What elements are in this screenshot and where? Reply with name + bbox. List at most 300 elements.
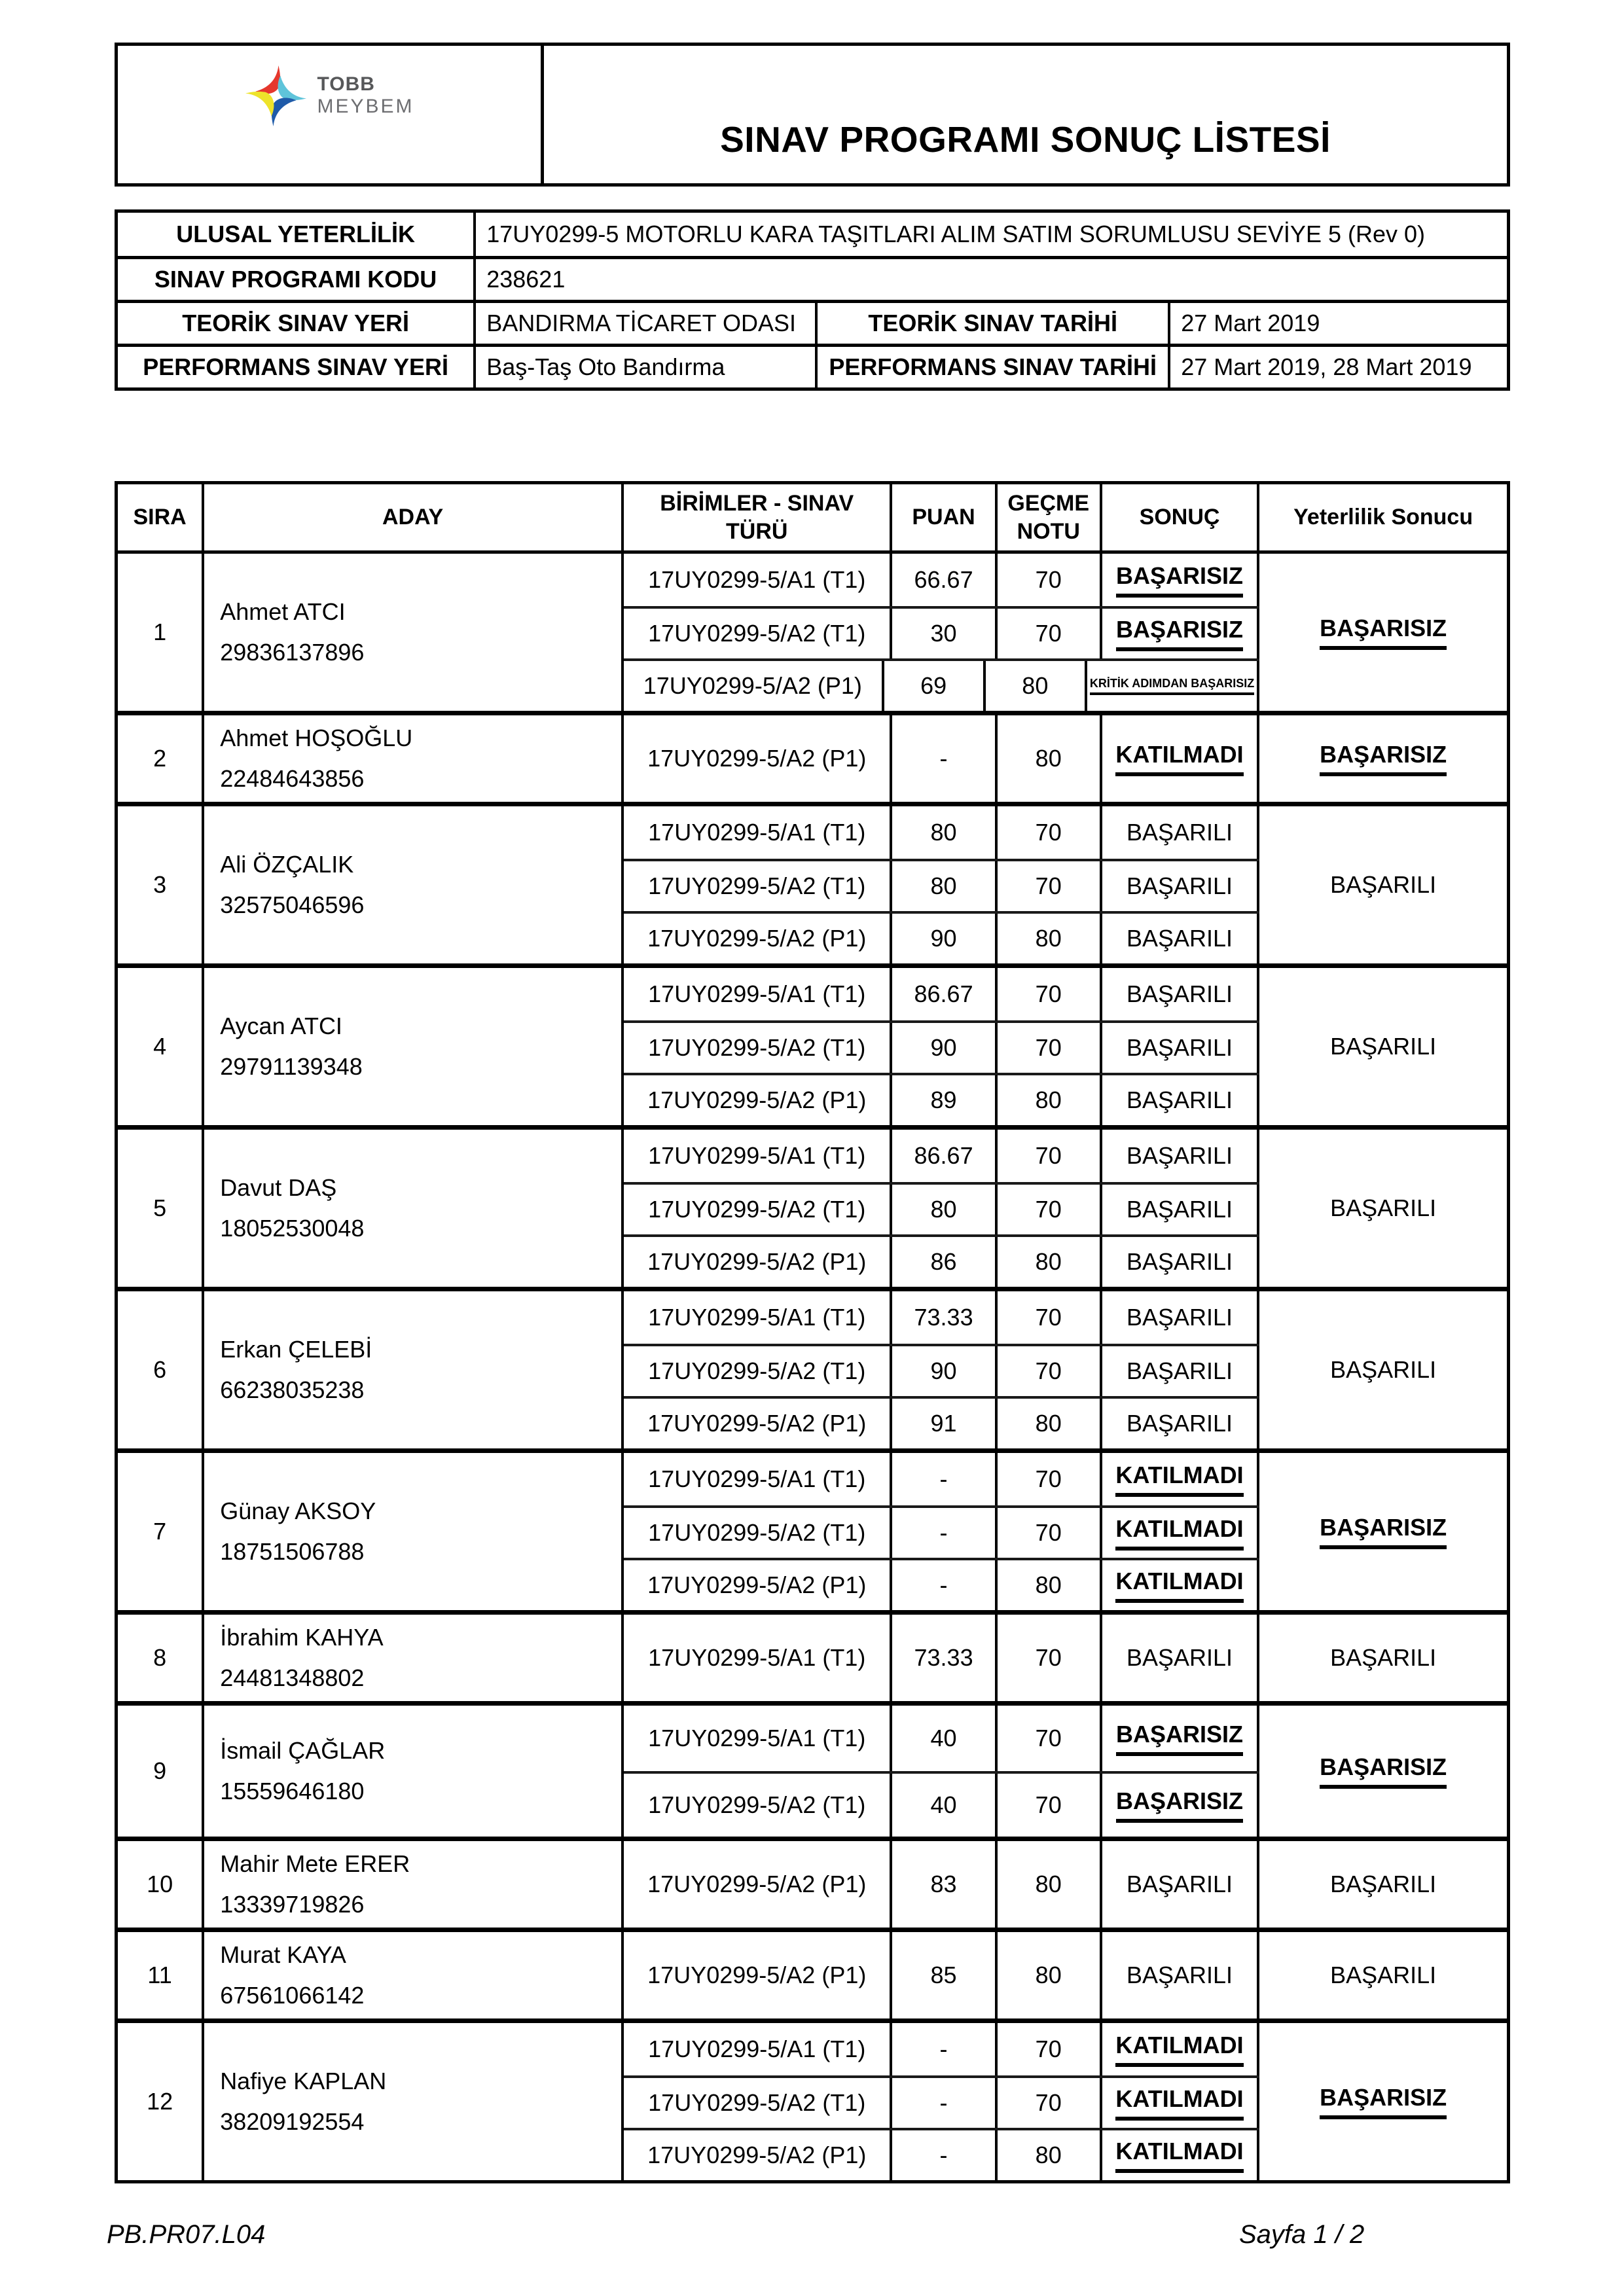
- column-header-gecme-notu: GEÇME NOTU: [998, 484, 1102, 550]
- row-number: 10: [118, 1841, 204, 1928]
- candidate-id: 38209192554: [220, 2108, 365, 2135]
- exam-subrow: [624, 2128, 1259, 2180]
- exam-unit: 17UY0299-5/A2 (P1): [624, 1932, 892, 2018]
- candidate-cell: [204, 554, 624, 711]
- exam-passing-grade: 70: [998, 1615, 1102, 1701]
- page-title: SINAV PROGRAMI SONUÇ LİSTESİ: [720, 118, 1331, 160]
- exam-result: BAŞARISIZ: [1116, 562, 1243, 598]
- exam-unit: 17UY0299-5/A2 (T1): [624, 861, 892, 911]
- row-number: 1: [118, 554, 204, 711]
- exam-result-cell: [1102, 715, 1259, 802]
- candidate-name: İsmail ÇAĞLAR: [220, 1737, 386, 1764]
- exam-result-cell: [1102, 1706, 1259, 1771]
- exam-passing-grade: 70: [998, 1508, 1102, 1558]
- table-row: [118, 711, 1507, 802]
- exam-score: 86.67: [892, 968, 997, 1020]
- candidate-id: 24481348802: [220, 1664, 365, 1691]
- exam-result-cell: [1102, 1560, 1259, 1610]
- exam-score: 30: [892, 609, 997, 658]
- exam-score: 80: [892, 1185, 997, 1234]
- exam-result-cell: [1102, 1023, 1259, 1073]
- exam-result-cell: [1102, 1453, 1259, 1505]
- exam-unit: 17UY0299-5/A1 (T1): [624, 1615, 892, 1701]
- qualification-result-cell: [1259, 1453, 1507, 1610]
- exam-result-cell: [1102, 1075, 1259, 1125]
- row-number: 6: [118, 1291, 204, 1448]
- exam-result-cell: [1102, 1399, 1259, 1448]
- exam-result: KATILMADI: [1115, 2138, 1243, 2173]
- candidate-id: 29791139348: [220, 1053, 363, 1080]
- exam-subrow: [624, 1073, 1259, 1125]
- exam-result-cell: [1102, 1932, 1259, 2018]
- exam-score: -: [892, 2023, 997, 2075]
- exam-result: BAŞARILI: [1126, 1410, 1233, 1437]
- exam-score: 83: [892, 1841, 997, 1928]
- exam-passing-grade: 70: [998, 1185, 1102, 1234]
- exam-subrow: [624, 1234, 1259, 1287]
- qualification-result: BAŞARISIZ: [1320, 1753, 1447, 1789]
- table-row: [118, 1287, 1507, 1448]
- exam-subrows: [624, 1130, 1259, 1287]
- candidate-name: Mahir Mete ERER: [220, 1850, 410, 1877]
- row-number: 2: [118, 715, 204, 802]
- exam-result-cell: [1102, 1130, 1259, 1182]
- qualification-result-cell: [1259, 968, 1507, 1125]
- exam-result-cell: [1102, 806, 1259, 859]
- exam-result: BAŞARILI: [1126, 1357, 1233, 1384]
- exam-result: BAŞARILI: [1126, 1644, 1233, 1671]
- exam-result: BAŞARILI: [1126, 1304, 1233, 1331]
- exam-result: BAŞARILI: [1126, 819, 1233, 846]
- table-row: [118, 802, 1507, 963]
- exam-result: KATILMADI: [1115, 2085, 1243, 2121]
- info-row: [118, 300, 1507, 344]
- row-number: 12: [118, 2023, 204, 2180]
- exam-subrows: [624, 1453, 1259, 1610]
- exam-passing-grade: 80: [998, 914, 1102, 963]
- exam-score: -: [892, 2130, 997, 2180]
- exam-result: BAŞARISIZ: [1116, 1787, 1243, 1823]
- logo-cell: [118, 46, 544, 183]
- qualification-result: BAŞARILI: [1330, 1356, 1437, 1383]
- qualification-result-cell: [1259, 2023, 1507, 2180]
- exam-passing-grade: 70: [998, 1774, 1102, 1837]
- column-header-puan: PUAN: [892, 484, 997, 550]
- logo-text: [317, 73, 414, 117]
- exam-result-cell: [1102, 1185, 1259, 1234]
- exam-passing-grade: 70: [998, 1291, 1102, 1344]
- exam-score: 80: [892, 861, 997, 911]
- exam-subrow: [624, 859, 1259, 911]
- exam-result: KATILMADI: [1115, 1462, 1243, 1497]
- exam-unit: 17UY0299-5/A2 (P1): [624, 1075, 892, 1125]
- exam-result: KATILMADI: [1115, 2032, 1243, 2067]
- table-row: [118, 1610, 1507, 1701]
- exam-score: 69: [884, 661, 986, 711]
- qualification-result: BAŞARISIZ: [1320, 2084, 1447, 2119]
- exam-result: BAŞARILI: [1126, 872, 1233, 899]
- candidate-name: Aycan ATCI: [220, 1013, 342, 1039]
- exam-score: 89: [892, 1075, 997, 1125]
- logo-petal-red: [256, 65, 281, 94]
- exam-result-cell: [1102, 1841, 1259, 1928]
- exam-score: 73.33: [892, 1291, 997, 1344]
- exam-score: 90: [892, 1023, 997, 1073]
- exam-subrow: [624, 806, 1259, 859]
- exam-unit: 17UY0299-5/A2 (P1): [624, 1237, 892, 1287]
- candidate-cell: [204, 2023, 624, 2180]
- row-number: 3: [118, 806, 204, 963]
- exam-result-cell: [1102, 554, 1259, 606]
- exam-result: KATILMADI: [1115, 1568, 1243, 1603]
- exam-score: 85: [892, 1932, 997, 2018]
- exam-passing-grade: 80: [998, 2130, 1102, 2180]
- qualification-result-cell: [1259, 1841, 1507, 1928]
- info-row: [118, 344, 1507, 387]
- row-number: 9: [118, 1706, 204, 1837]
- candidate-cell: [204, 1706, 624, 1837]
- info-value: 238621: [473, 259, 1507, 300]
- table-row: [118, 1837, 1507, 1928]
- candidate-id: 18751506788: [220, 1538, 365, 1565]
- candidate-cell: [204, 1615, 624, 1701]
- exam-result-cell: [1102, 2130, 1259, 2180]
- exam-result: BAŞARISIZ: [1116, 616, 1243, 651]
- exam-score: 40: [892, 1706, 997, 1771]
- column-header-sira: SIRA: [118, 484, 204, 550]
- exam-unit: 17UY0299-5/A2 (T1): [624, 1774, 892, 1837]
- qualification-result: BAŞARILI: [1330, 1033, 1437, 1060]
- exam-subrow: [624, 606, 1259, 658]
- exam-score: 90: [892, 914, 997, 963]
- row-number: 8: [118, 1615, 204, 1701]
- exam-result: BAŞARISIZ: [1116, 1721, 1243, 1756]
- info-value: Baş-Taş Oto Bandırma: [473, 347, 815, 387]
- exam-result: BAŞARILI: [1126, 980, 1233, 1007]
- exam-passing-grade: 70: [998, 861, 1102, 911]
- exam-result: BAŞARILI: [1126, 925, 1233, 952]
- exam-score: -: [892, 1508, 997, 1558]
- candidate-cell: [204, 1453, 624, 1610]
- column-header-aday: ADAY: [204, 484, 624, 550]
- row-number: 7: [118, 1453, 204, 1610]
- exam-subrow: [624, 1020, 1259, 1073]
- exam-unit: 17UY0299-5/A2 (P1): [624, 661, 884, 711]
- exam-result: KATILMADI: [1115, 741, 1243, 776]
- exam-subrows: [624, 806, 1259, 963]
- exam-score: -: [892, 1453, 997, 1505]
- exam-subrows: [624, 1615, 1259, 1701]
- exam-unit: 17UY0299-5/A2 (P1): [624, 2130, 892, 2180]
- column-header-sonuc: SONUÇ: [1102, 484, 1259, 550]
- exam-subrow: [624, 1615, 1259, 1701]
- table-row: [118, 2018, 1507, 2180]
- exam-unit: 17UY0299-5/A2 (P1): [624, 1560, 892, 1610]
- info-value: 27 Mart 2019, 28 Mart 2019: [1168, 347, 1507, 387]
- info-label: TEORİK SINAV YERİ: [182, 310, 409, 336]
- exam-subrows: [624, 1706, 1259, 1837]
- exam-passing-grade: 80: [998, 1399, 1102, 1448]
- logo-petal-blue: [272, 98, 297, 126]
- exam-score: 40: [892, 1774, 997, 1837]
- exam-passing-grade: 70: [998, 1130, 1102, 1182]
- exam-unit: 17UY0299-5/A1 (T1): [624, 554, 892, 606]
- exam-subrow: [624, 1182, 1259, 1234]
- qualification-result: BAŞARILI: [1330, 871, 1437, 898]
- results-table-header: [118, 484, 1507, 554]
- info-value: 17UY0299-5 MOTORLU KARA TAŞITLARI ALIM SATIM SORUMLUSU SEVİYE 5 (Rev 0): [473, 213, 1507, 256]
- table-row: [118, 554, 1507, 711]
- exam-subrows: [624, 1841, 1259, 1928]
- exam-info-table: [115, 209, 1510, 391]
- exam-unit: 17UY0299-5/A2 (P1): [624, 914, 892, 963]
- exam-passing-grade: 80: [998, 1237, 1102, 1287]
- row-number: 11: [118, 1932, 204, 2018]
- exam-score: 66.67: [892, 554, 997, 606]
- exam-unit: 17UY0299-5/A1 (T1): [624, 1453, 892, 1505]
- exam-subrow: [624, 1453, 1259, 1505]
- exam-unit: 17UY0299-5/A2 (T1): [624, 1023, 892, 1073]
- exam-result-cell: [1102, 968, 1259, 1020]
- row-number: 4: [118, 968, 204, 1125]
- exam-passing-grade: 80: [986, 661, 1087, 711]
- exam-passing-grade: 70: [998, 1453, 1102, 1505]
- results-table: [115, 481, 1510, 2183]
- exam-score: -: [892, 715, 997, 802]
- exam-unit: 17UY0299-5/A1 (T1): [624, 968, 892, 1020]
- exam-passing-grade: 70: [998, 554, 1102, 606]
- exam-subrows: [624, 968, 1259, 1125]
- exam-result: BAŞARILI: [1126, 1871, 1233, 1897]
- exam-subrow: [624, 658, 1259, 711]
- candidate-cell: [204, 1130, 624, 1287]
- column-header-birimler: BİRİMLER - SINAV TÜRÜ: [624, 484, 892, 550]
- exam-passing-grade: 80: [998, 715, 1102, 802]
- exam-subrow: [624, 1771, 1259, 1837]
- candidate-id: 32575046596: [220, 891, 365, 918]
- candidate-cell: [204, 968, 624, 1125]
- row-number: 5: [118, 1130, 204, 1287]
- exam-unit: 17UY0299-5/A1 (T1): [624, 1130, 892, 1182]
- table-row: [118, 1701, 1507, 1837]
- exam-result-cell: [1102, 914, 1259, 963]
- candidate-name: Ahmet ATCI: [220, 598, 346, 625]
- exam-score: 90: [892, 1346, 997, 1396]
- exam-result: BAŞARILI: [1126, 1142, 1233, 1169]
- results-table-body: [118, 554, 1507, 2180]
- exam-result-cell: [1102, 1508, 1259, 1558]
- exam-unit: 17UY0299-5/A1 (T1): [624, 1706, 892, 1771]
- candidate-id: 66238035238: [220, 1376, 365, 1403]
- candidate-cell: [204, 1932, 624, 2018]
- exam-result-cell: [1087, 661, 1259, 711]
- exam-subrows: [624, 554, 1259, 711]
- exam-subrow: [624, 1841, 1259, 1928]
- qualification-result-cell: [1259, 1130, 1507, 1287]
- candidate-id: 18052530048: [220, 1215, 365, 1242]
- exam-score: -: [892, 2078, 997, 2128]
- exam-passing-grade: 70: [998, 1706, 1102, 1771]
- exam-passing-grade: 70: [998, 968, 1102, 1020]
- exam-passing-grade: 80: [998, 1841, 1102, 1928]
- tobb-meybem-logo-icon: [244, 64, 308, 128]
- exam-subrow: [624, 2023, 1259, 2075]
- exam-subrow: [624, 715, 1259, 802]
- exam-result-cell: [1102, 2078, 1259, 2128]
- exam-result-cell: [1102, 1237, 1259, 1287]
- candidate-name: Günay AKSOY: [220, 1498, 376, 1524]
- exam-subrow: [624, 1706, 1259, 1771]
- candidate-name: İbrahim KAHYA: [220, 1624, 384, 1651]
- exam-result: BAŞARILI: [1126, 1034, 1233, 1061]
- candidate-name: Ali ÖZÇALIK: [220, 851, 354, 878]
- table-row: [118, 963, 1507, 1125]
- exam-passing-grade: 70: [998, 1023, 1102, 1073]
- candidate-id: 15559646180: [220, 1778, 365, 1804]
- info-label: PERFORMANS SINAV YERİ: [143, 353, 448, 380]
- table-row: [118, 1928, 1507, 2018]
- exam-subrow: [624, 2075, 1259, 2128]
- exam-unit: 17UY0299-5/A2 (P1): [624, 1399, 892, 1448]
- exam-unit: 17UY0299-5/A2 (T1): [624, 1185, 892, 1234]
- exam-subrow: [624, 1344, 1259, 1396]
- candidate-cell: [204, 806, 624, 963]
- info-label: SINAV PROGRAMI KODU: [154, 266, 437, 293]
- exam-unit: 17UY0299-5/A2 (P1): [624, 715, 892, 802]
- table-row: [118, 1448, 1507, 1610]
- exam-score: 91: [892, 1399, 997, 1448]
- exam-score: -: [892, 1560, 997, 1610]
- exam-result: KATILMADI: [1115, 1515, 1243, 1551]
- qualification-result-cell: [1259, 1291, 1507, 1448]
- table-row: [118, 1125, 1507, 1287]
- column-header-yeterlilik: Yeterlilik Sonucu: [1293, 505, 1473, 530]
- exam-score: 86.67: [892, 1130, 997, 1182]
- info-value: BANDIRMA TİCARET ODASI: [473, 303, 815, 344]
- info-value: 27 Mart 2019: [1168, 303, 1507, 344]
- exam-unit: 17UY0299-5/A1 (T1): [624, 2023, 892, 2075]
- qualification-result: BAŞARILI: [1330, 1962, 1437, 1988]
- exam-subrows: [624, 1291, 1259, 1448]
- exam-result: BAŞARILI: [1126, 1196, 1233, 1223]
- exam-subrow: [624, 554, 1259, 606]
- qualification-result-cell: [1259, 1615, 1507, 1701]
- qualification-result: BAŞARISIZ: [1320, 741, 1447, 776]
- candidate-id: 13339719826: [220, 1891, 365, 1918]
- info-label: TEORİK SINAV TARİHİ: [815, 303, 1168, 344]
- candidate-id: 29836137896: [220, 639, 365, 666]
- candidate-name: Erkan ÇELEBİ: [220, 1336, 372, 1363]
- exam-result: BAŞARILI: [1126, 1248, 1233, 1275]
- exam-passing-grade: 70: [998, 609, 1102, 658]
- exam-passing-grade: 80: [998, 1560, 1102, 1610]
- qualification-result: BAŞARILI: [1330, 1644, 1437, 1671]
- info-label: ULUSAL YETERLİLİK: [176, 221, 415, 247]
- exam-unit: 17UY0299-5/A2 (T1): [624, 2078, 892, 2128]
- footer-page-number: Sayfa 1 / 2: [1239, 2220, 1365, 2249]
- candidate-cell: [204, 715, 624, 802]
- exam-unit: 17UY0299-5/A2 (T1): [624, 1508, 892, 1558]
- qualification-result: BAŞARISIZ: [1320, 1514, 1447, 1549]
- exam-subrow: [624, 1130, 1259, 1182]
- exam-score: 80: [892, 806, 997, 859]
- exam-subrow: [624, 968, 1259, 1020]
- exam-result: BAŞARILI: [1126, 1962, 1233, 1988]
- exam-result: BAŞARILI: [1126, 1086, 1233, 1113]
- qualification-result-cell: [1259, 1706, 1507, 1837]
- exam-subrow: [624, 1505, 1259, 1558]
- candidate-cell: [204, 1841, 624, 1928]
- exam-result-cell: [1102, 1291, 1259, 1344]
- exam-score: 86: [892, 1237, 997, 1287]
- exam-subrow: [624, 1396, 1259, 1448]
- candidate-id: 67561066142: [220, 1982, 365, 2009]
- exam-subrows: [624, 2023, 1259, 2180]
- logo-text-tobb: TOBB: [317, 73, 375, 96]
- exam-result-cell: [1102, 1346, 1259, 1396]
- candidate-cell: [204, 1291, 624, 1448]
- qualification-result-cell: [1259, 806, 1507, 963]
- title-cell: [544, 46, 1507, 183]
- exam-unit: 17UY0299-5/A1 (T1): [624, 806, 892, 859]
- footer-document-code: PB.PR07.L04: [107, 2220, 266, 2249]
- exam-result-cell: [1102, 1615, 1259, 1701]
- logo-text-meybem: MEYBEM: [317, 96, 414, 117]
- exam-subrow: [624, 1291, 1259, 1344]
- exam-subrow: [624, 911, 1259, 963]
- candidate-name: Ahmet HOŞOĞLU: [220, 725, 413, 751]
- exam-result-cell: [1102, 609, 1259, 658]
- info-row: [118, 213, 1507, 256]
- qualification-result: BAŞARILI: [1330, 1194, 1437, 1221]
- exam-result: KRİTİK ADIMDAN BAŞARISIZ: [1090, 677, 1254, 695]
- qualification-result: BAŞARISIZ: [1320, 615, 1447, 650]
- exam-passing-grade: 70: [998, 1346, 1102, 1396]
- candidate-name: Nafiye KAPLAN: [220, 2068, 387, 2094]
- qualification-result-cell: [1259, 715, 1507, 802]
- exam-passing-grade: 70: [998, 2023, 1102, 2075]
- candidate-name: Murat KAYA: [220, 1941, 346, 1968]
- exam-score: 73.33: [892, 1615, 997, 1701]
- logo-petal-yellow: [245, 91, 274, 116]
- exam-subrow: [624, 1558, 1259, 1610]
- document-header: [115, 43, 1510, 187]
- exam-unit: 17UY0299-5/A2 (T1): [624, 1346, 892, 1396]
- exam-subrows: [624, 715, 1259, 802]
- exam-passing-grade: 70: [998, 2078, 1102, 2128]
- exam-unit: 17UY0299-5/A2 (T1): [624, 609, 892, 658]
- candidate-id: 22484643856: [220, 765, 365, 792]
- tobb-meybem-logo: [244, 64, 414, 128]
- qualification-result-cell: [1259, 1932, 1507, 2018]
- exam-subrow: [624, 1932, 1259, 2018]
- qualification-result: BAŞARILI: [1330, 1871, 1437, 1897]
- exam-passing-grade: 80: [998, 1932, 1102, 2018]
- exam-unit: 17UY0299-5/A1 (T1): [624, 1291, 892, 1344]
- exam-passing-grade: 80: [998, 1075, 1102, 1125]
- exam-passing-grade: 70: [998, 806, 1102, 859]
- info-row: [118, 256, 1507, 300]
- exam-result-cell: [1102, 2023, 1259, 2075]
- exam-result-cell: [1102, 1774, 1259, 1837]
- logo-petal-cyan: [278, 75, 307, 100]
- candidate-name: Davut DAŞ: [220, 1174, 337, 1201]
- info-label: PERFORMANS SINAV TARİHİ: [815, 347, 1168, 387]
- exam-unit: 17UY0299-5/A2 (P1): [624, 1841, 892, 1928]
- exam-result-cell: [1102, 861, 1259, 911]
- qualification-result-cell: [1259, 554, 1507, 711]
- exam-subrows: [624, 1932, 1259, 2018]
